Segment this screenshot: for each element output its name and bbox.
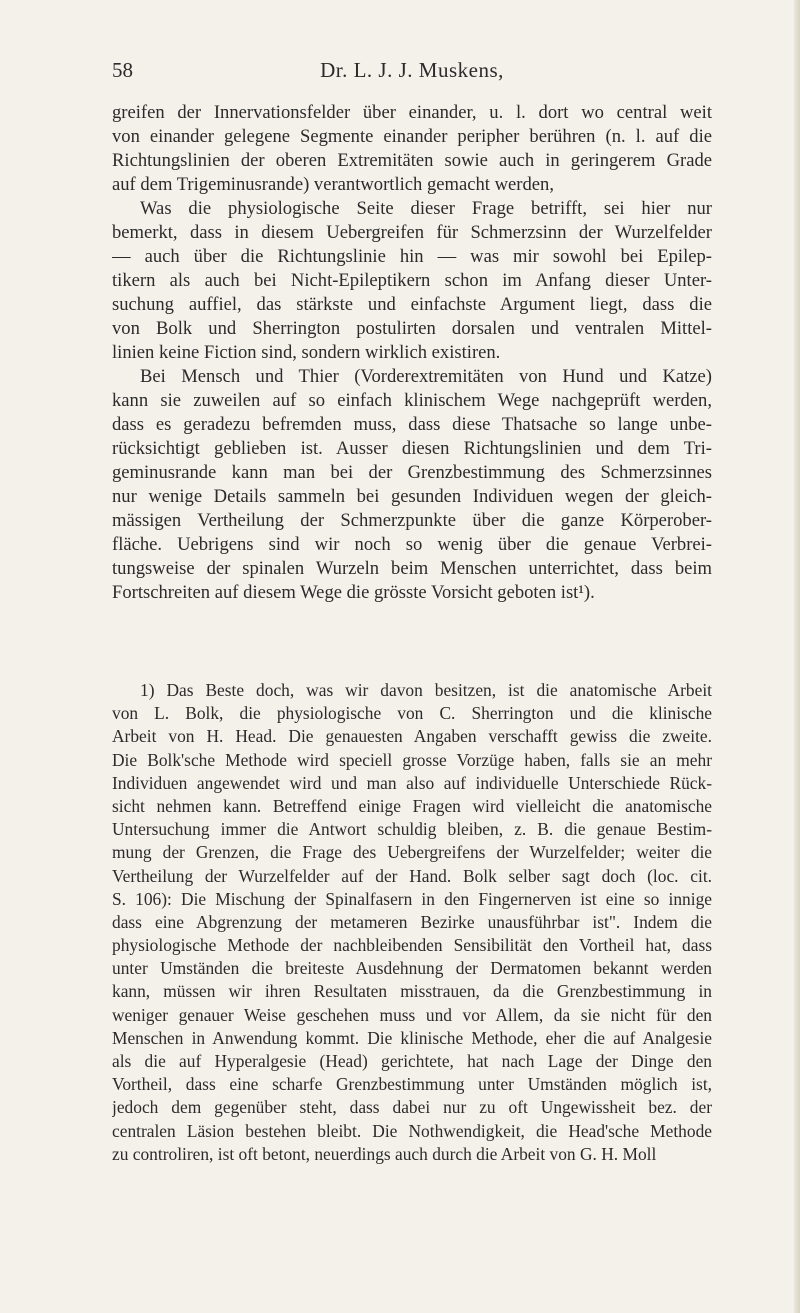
- body-line: Was die physiologische Seite dieser Frage betrifft, sei hier nur: [140, 198, 712, 219]
- body-line: tungsweise der spinalen Wurzeln beim Menschen unterrichtet, dass beim: [112, 558, 712, 579]
- body-line: — auch über die Richtungslinie hin — was mir sowohl bei Epilep-: [112, 246, 712, 267]
- body-line: fläche. Uebrigens sind wir noch so wenig über die genaue Verbrei-: [112, 534, 712, 555]
- footnote-line: S. 106): Die Mischung der Spinalfasern in den Fingernerven ist eine so innige: [112, 888, 712, 909]
- footnote: [112, 679, 712, 1166]
- page-edge-shadow: [794, 0, 800, 1313]
- body-text: [112, 101, 712, 605]
- footnote-line: Individuen angewendet wird und man also auf individuelle Unterschiede Rück-: [112, 772, 712, 793]
- footnote-line: dass eine Abgrenzung der metameren Bezirke unausführbar ist". Indem die: [112, 911, 712, 932]
- body-line: geminusrande kann man bei der Grenzbestimmung des Schmerzsinnes: [112, 462, 712, 483]
- footnote-line: zu controliren, ist oft betont, neuerdings auch durch die Arbeit von G. H. Moll: [112, 1143, 657, 1164]
- footnote-line: centralen Läsion bestehen bleibt. Die Nothwendigkeit, die Head'sche Methode: [112, 1120, 712, 1141]
- body-line: bemerkt, dass in diesem Uebergreifen für Schmerzsinn der Wurzelfelder: [112, 222, 712, 243]
- footnote-line: Arbeit von H. Head. Die genauesten Angaben verschafft gewiss die zweite.: [112, 726, 712, 747]
- footnote-line: weniger genauer Weise geschehen muss und vor Allem, da sie nicht für den: [112, 1004, 712, 1025]
- body-line: greifen der Innervationsfelder über einander, u. l. dort wo central weit: [112, 102, 712, 123]
- footnote-line: mung der Grenzen, die Frage des Uebergreifens der Wurzelfelder; weiter die: [112, 842, 712, 863]
- footnote-line: Vertheilung der Wurzelfelder auf der Hand. Bolk selber sagt doch (loc. cit.: [112, 865, 712, 886]
- footnote-line: sicht nehmen kann. Betreffend einige Fragen wird vielleicht die anatomische: [112, 795, 712, 816]
- body-line: von einander gelegene Segmente einander peripher berühren (n. l. auf die: [112, 126, 712, 147]
- footnote-line: Untersuchung immer die Antwort schuldig bleiben, z. B. die genaue Bestim-: [112, 819, 712, 840]
- footnote-line: unter Umständen die breiteste Ausdehnung der Dermatomen bekannt werden: [112, 958, 712, 979]
- body-line: nur wenige Details sammeln bei gesunden Individuen wegen der gleich-: [112, 486, 712, 507]
- body-line: tikern als auch bei Nicht-Epileptikern schon im Anfang dieser Unter-: [112, 270, 712, 291]
- body-line: linien keine Fiction sind, sondern wirklich existiren.: [112, 342, 501, 363]
- body-line: suchung auffiel, das stärkste und einfachste Argument liegt, dass die: [112, 294, 712, 315]
- body-line: rücksichtigt geblieben ist. Ausser diesen Richtungslinien und dem Tri-: [112, 438, 712, 459]
- footnote-line: Vortheil, dass eine scharfe Grenzbestimmung unter Umständen möglich ist,: [112, 1074, 712, 1095]
- page-header: [112, 58, 712, 88]
- body-line: Bei Mensch und Thier (Vorderextremitäten von Hund und Katze): [140, 366, 712, 387]
- body-line: Richtungslinien der oberen Extremitäten sowie auch in geringerem Grade: [112, 150, 712, 171]
- body-line: dass es geradezu befremden muss, dass diese Thatsache so lange unbe-: [112, 414, 712, 435]
- page-number: 58: [112, 58, 133, 82]
- footnote-line: jedoch dem gegenüber steht, dass dabei nur zu oft Ungewissheit bez. der: [112, 1097, 712, 1118]
- footnote-line: physiologische Methode der nachbleibenden Sensibilität den Vortheil hat, dass: [112, 935, 712, 956]
- footnote-line: von L. Bolk, die physiologische von C. Sherrington und die klinische: [112, 703, 712, 724]
- footnote-line: Menschen in Anwendung kommt. Die klinische Methode, eher die auf Analgesie: [112, 1027, 712, 1048]
- footnote-line: 1) Das Beste doch, was wir davon besitzen, ist die anatomische Arbeit: [140, 680, 712, 700]
- body-line: Fortschreiten auf diesem Wege die grösste Vorsicht geboten ist¹).: [112, 582, 595, 603]
- running-head: Dr. L. J. J. Muskens,: [320, 58, 504, 82]
- footnote-line: Die Bolk'sche Methode wird speciell grosse Vorzüge haben, falls sie an mehr: [112, 749, 712, 770]
- body-line: kann sie zuweilen auf so einfach klinischem Wege nachgeprüft werden,: [112, 390, 712, 411]
- body-line: von Bolk und Sherrington postulirten dorsalen und ventralen Mittel-: [112, 318, 712, 339]
- footnote-line: kann, müssen wir ihren Resultaten misstrauen, da die Grenzbestimmung in: [112, 981, 712, 1002]
- footnote-line: als die auf Hyperalgesie (Head) gerichtete, hat nach Lage der Dinge den: [112, 1051, 712, 1071]
- body-line: auf dem Trigeminusrande) verantwortlich gemacht werden,: [112, 174, 554, 195]
- body-line: mässigen Vertheilung der Schmerzpunkte über die ganze Körperober-: [112, 510, 712, 531]
